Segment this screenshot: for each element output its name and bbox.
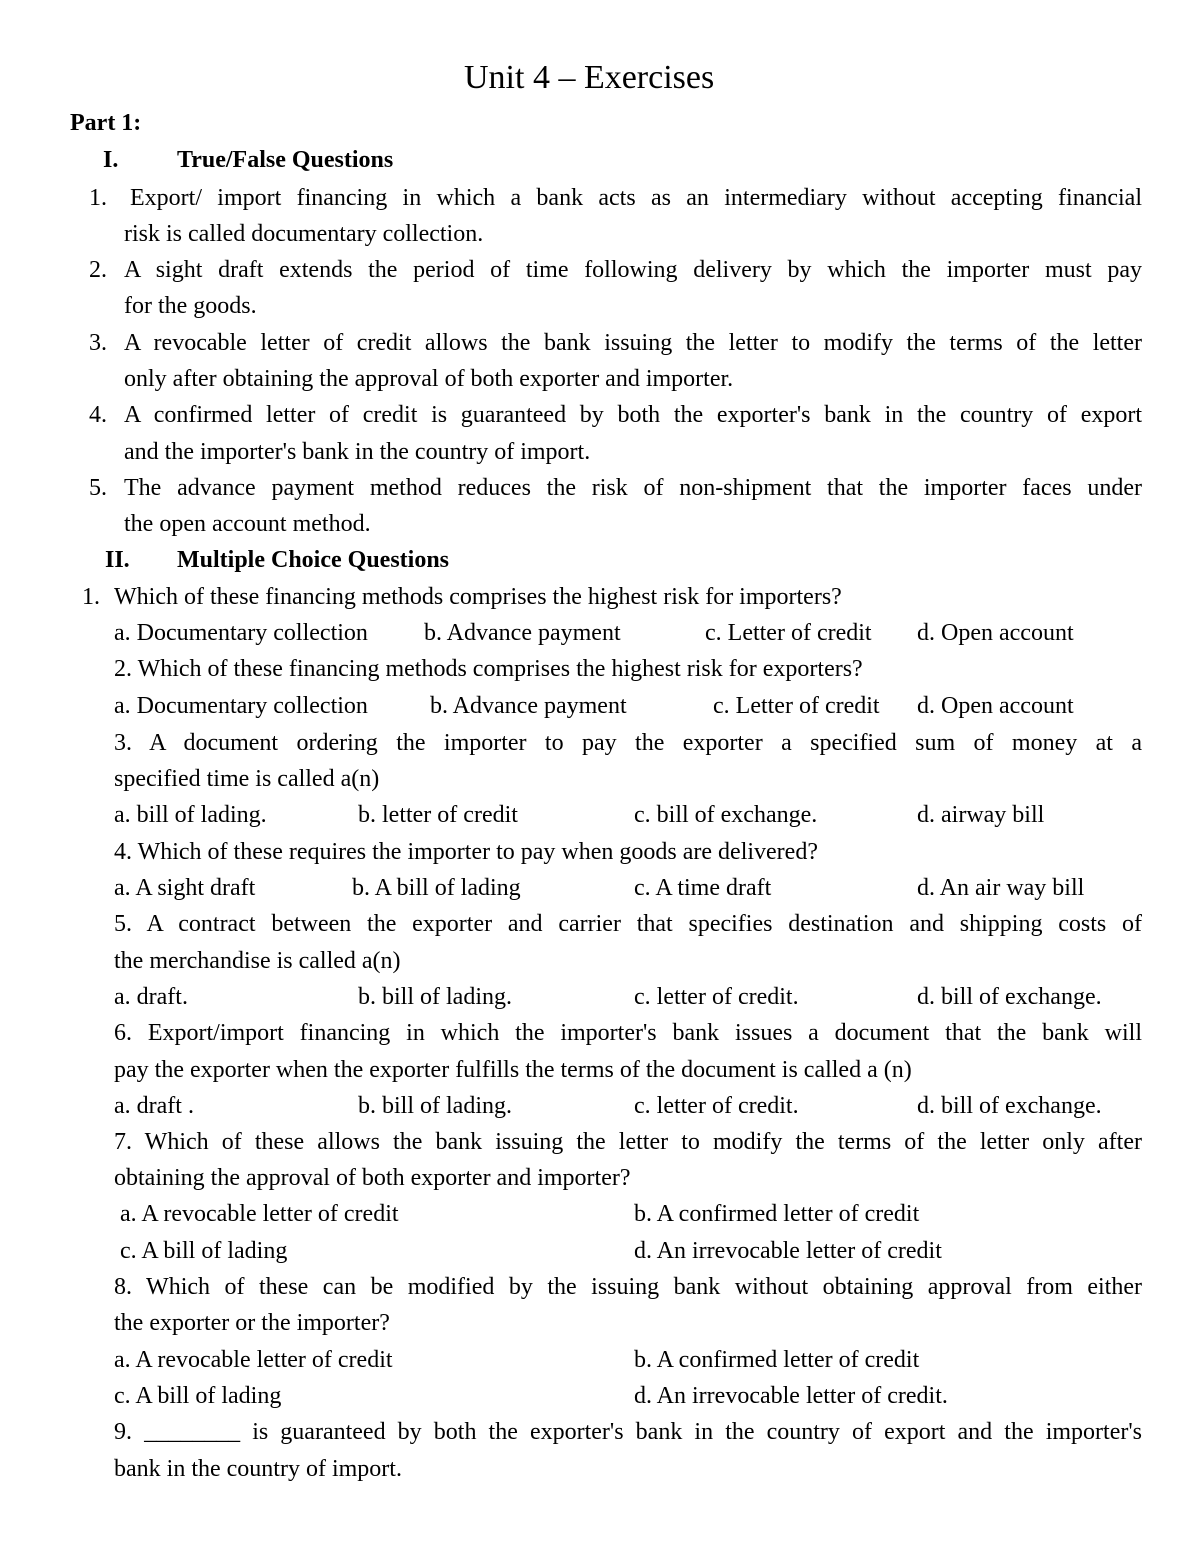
mc-question-text: 9. ________ is guaranteed by both the exporter's bank in the country of export and the importer's — [114, 1419, 1142, 1445]
mc-option: b. bill of lading. — [358, 984, 512, 1010]
mc-option: c. letter of credit. — [634, 1093, 799, 1119]
mc-option: c. Letter of credit — [713, 693, 880, 719]
mc-option: a. Documentary collection — [114, 693, 368, 719]
mc-option: a. Documentary collection — [114, 620, 368, 646]
mc-option: c. bill of exchange. — [634, 802, 818, 828]
mc-option: d. An air way bill — [917, 875, 1085, 901]
mc-question-text: pay the exporter when the exporter fulfills the terms of the document is called a (n) — [114, 1057, 912, 1083]
mc-option: a. A sight draft — [114, 875, 256, 901]
section2-heading: Multiple Choice Questions — [177, 547, 450, 573]
mc-option: d. Open account — [917, 693, 1074, 719]
mc-question-text: 8. Which of these can be modified by the issuing bank without obtaining approval from either — [114, 1274, 1142, 1300]
tf-item-text: the open account method. — [124, 511, 371, 537]
tf-item-text: for the goods. — [124, 293, 257, 319]
mc-option: d. An irrevocable letter of credit — [634, 1238, 942, 1264]
mc-option: c. A bill of lading — [120, 1238, 288, 1264]
mc-question-text: 5. A contract between the exporter and carrier that specifies destination and shipping costs of — [114, 911, 1142, 937]
mc-option: b. A bill of lading — [352, 875, 521, 901]
mc-option: b. Advance payment — [424, 620, 621, 646]
mc-option: a. draft . — [114, 1093, 194, 1119]
section2-number: II. — [105, 547, 130, 573]
mc-question-text: 4. Which of these requires the importer to pay when goods are delivered? — [114, 839, 818, 865]
mc-option: d. bill of exchange. — [917, 1093, 1102, 1119]
mc-question-text: 3. A document ordering the importer to pay the exporter a specified sum of money at a — [114, 730, 1142, 756]
mc-option: a. A revocable letter of credit — [114, 1347, 393, 1373]
mc-option: a. draft. — [114, 984, 188, 1010]
mc-option: b. A confirmed letter of credit — [634, 1347, 920, 1373]
mc-question-text: specified time is called a(n) — [114, 766, 380, 792]
mc-question-text: obtaining the approval of both exporter and importer? — [114, 1165, 631, 1191]
tf-item-number: 1. — [89, 185, 107, 211]
tf-item-text: A sight draft extends the period of time following delivery by which the importer must pay — [124, 257, 1142, 283]
mc-option: d. bill of exchange. — [917, 984, 1102, 1010]
tf-item-number: 5. — [89, 475, 107, 501]
mc-option: a. A revocable letter of credit — [120, 1201, 399, 1227]
mc-option: c. A bill of lading — [114, 1383, 282, 1409]
tf-item-text: and the importer's bank in the country of import. — [124, 439, 591, 465]
mc-question-text: Which of these financing methods comprises the highest risk for importers? — [114, 584, 842, 610]
tf-item-text: A confirmed letter of credit is guaranteed by both the exporter's bank in the country of export — [124, 402, 1142, 428]
mc-option: d. An irrevocable letter of credit. — [634, 1383, 948, 1409]
tf-item-number: 2. — [89, 257, 107, 283]
mc-option: c. A time draft — [634, 875, 772, 901]
part-label: Part 1: — [70, 110, 142, 136]
tf-item-number: 4. — [89, 402, 107, 428]
mc-option: b. bill of lading. — [358, 1093, 512, 1119]
page-title: Unit 4 – Exercises — [464, 59, 715, 96]
section1-number: I. — [103, 147, 119, 173]
tf-item-text: risk is called documentary collection. — [124, 221, 484, 247]
tf-item-text: The advance payment method reduces the risk of non-shipment that the importer faces under — [124, 475, 1142, 501]
mc-question-text: the merchandise is called a(n) — [114, 948, 401, 974]
mc-question-number: 1. — [82, 584, 100, 610]
mc-option: d. airway bill — [917, 802, 1045, 828]
mc-option: b. A confirmed letter of credit — [634, 1201, 920, 1227]
mc-option: b. Advance payment — [430, 693, 627, 719]
mc-question-text: 6. Export/import financing in which the importer's bank issues a document that the bank will — [114, 1020, 1142, 1046]
mc-option: c. letter of credit. — [634, 984, 799, 1010]
mc-question-text: the exporter or the importer? — [114, 1310, 390, 1336]
mc-option: d. Open account — [917, 620, 1074, 646]
tf-item-text: Export/ import financing in which a bank acts as an intermediary without accepting financial — [130, 185, 1142, 211]
tf-item-text: only after obtaining the approval of both exporter and importer. — [124, 366, 734, 392]
mc-question-text: bank in the country of import. — [114, 1456, 402, 1482]
mc-question-text: 7. Which of these allows the bank issuing the letter to modify the terms of the letter only after — [114, 1129, 1142, 1155]
mc-option: a. bill of lading. — [114, 802, 267, 828]
tf-item-text: A revocable letter of credit allows the bank issuing the letter to modify the terms of the letter — [124, 330, 1142, 356]
mc-option: b. letter of credit — [358, 802, 518, 828]
section1-heading: True/False Questions — [177, 147, 394, 173]
mc-question-text: 2. Which of these financing methods comprises the highest risk for exporters? — [114, 656, 863, 682]
mc-option: c. Letter of credit — [705, 620, 872, 646]
tf-item-number: 3. — [89, 330, 107, 356]
